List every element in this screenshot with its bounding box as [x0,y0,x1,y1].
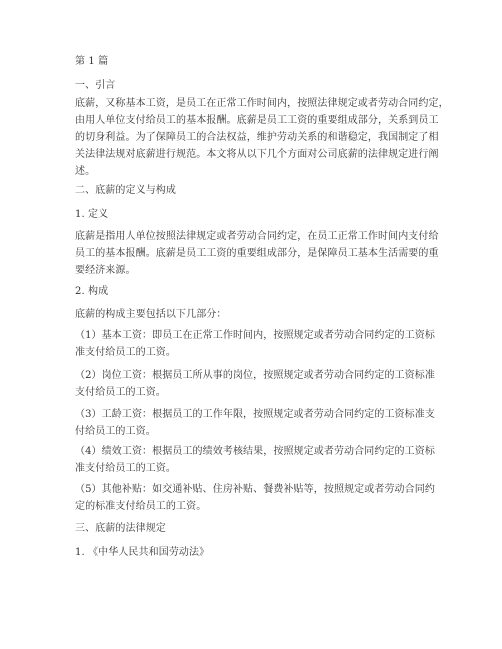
composition-intro: 底薪的构成主要包括以下几部分： [75,309,227,320]
item-5-line-2: 定的标准支付给员工的工资。 [75,501,207,512]
intro-line-4: 关法律法规对底薪进行规范。本文将从以下几个方面对公司底薪的法律规定进行阐 [75,149,439,160]
item-5-line-1: （5）其他补贴：如交通补贴、住房补贴、餐费补贴等，按照规定或者劳动合同约 [75,484,435,495]
intro-line-2: 由用人单位支付给员工的基本报酬。底薪是员工工资的重要组成部分，关系到员工 [75,115,439,126]
section-heading-intro: 一、引言 [75,80,116,91]
intro-line-3: 的切身利益。为了保障员工的合法权益，维护劳动关系的和谐稳定，我国制定了相 [75,132,439,143]
section-heading-definition: 二、底薪的定义与构成 [75,185,176,196]
definition-line-1: 底薪是指用人单位按照法律规定或者劳动合同约定，在员工正常工作时间内支付给 [75,231,439,242]
composition-item-3 [75,406,437,440]
intro-line-5: 述。 [75,166,96,177]
subheading-composition: 2. 构成 [75,286,109,297]
item-4-line-1: （4）绩效工资：根据员工的绩效考核结果，按照规定或者劳动合同约定的工资标 [75,446,435,457]
item-1-line-2: 准支付给员工的工资。 [75,347,176,358]
definition-line-2: 员工的基本报酬。底薪是员工工资的重要组成部分，是保障员工基本生活需要的重 [75,248,439,259]
item-4-line-2: 准支付给员工的工资。 [75,463,176,474]
part-label: 第 1 篇 [75,56,109,67]
subheading-labor-law: 1. 《中华人民共和国劳动法》 [75,547,210,558]
intro-paragraph [75,95,449,180]
composition-item-2 [75,367,437,401]
composition-item-1 [75,327,437,361]
definition-paragraph [75,228,437,279]
section-heading-law: 三、底薪的法律规定 [75,523,166,534]
composition-item-5 [75,481,437,515]
item-3-line-1: （3）工龄工资：根据员工的工作年限，按照规定或者劳动合同约定的工资标准支 [75,409,435,420]
definition-line-3: 要经济来源。 [75,265,136,276]
subheading-definition: 1. 定义 [75,209,109,220]
composition-item-4 [75,443,437,477]
intro-line-1: 底薪，又称基本工资，是员工在正常工作时间内，按照法律规定或者劳动合同约定， [75,98,449,109]
item-3-line-2: 付给员工的工资。 [75,426,156,437]
item-2-line-2: 支付给员工的工资。 [75,387,166,398]
item-1-line-1: （1）基本工资：即员工在正常工作时间内，按照规定或者劳动合同约定的工资标 [75,330,435,341]
item-2-line-1: （2）岗位工资：根据员工所从事的岗位，按照规定或者劳动合同约定的工资标准 [75,370,435,381]
